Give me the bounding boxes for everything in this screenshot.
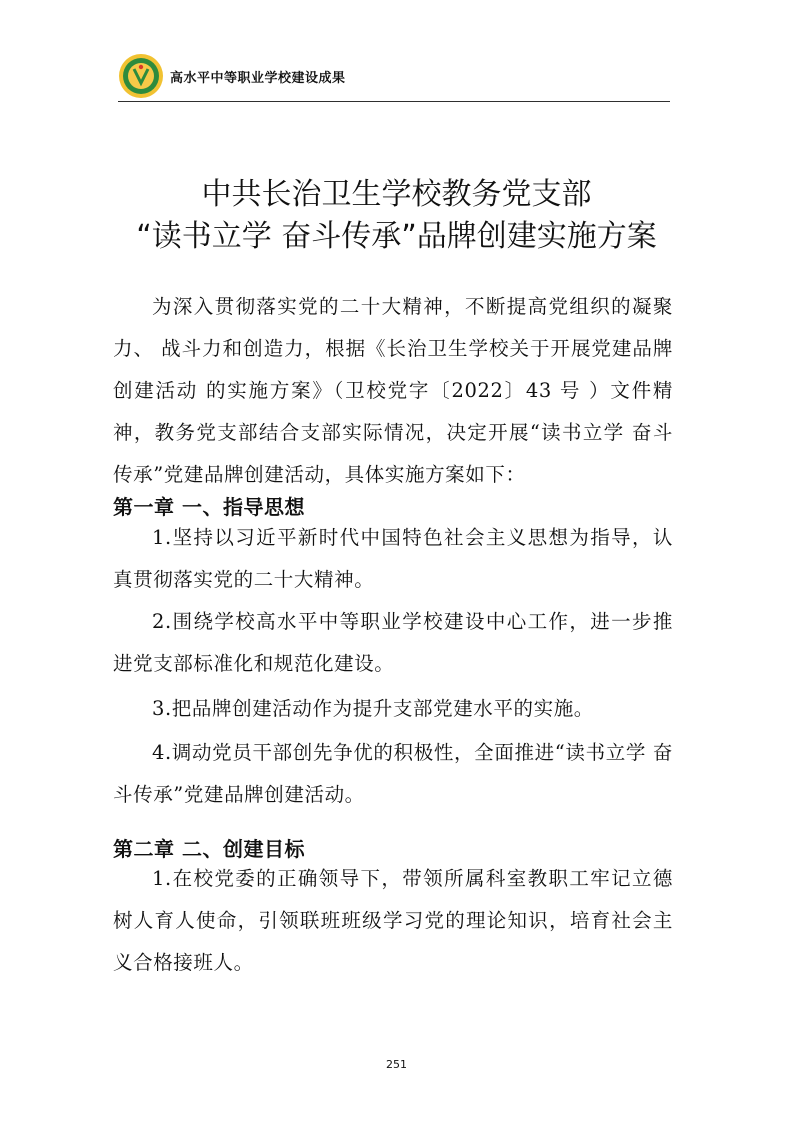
chapter-2-item-1: 1.在校党委的正确领导下，带领所属科室教职工牢记立德树人育人使命，引领联班班级学习党的理论知识，培育社会主义合格接班人。 — [113, 867, 673, 974]
intro-paragraph: 为深入贯彻落实党的二十大精神，不断提高党组织的凝聚力、 战斗力和创造力，根据《长治卫生学校关于开展党建品牌创建活动 的实施方案》（卫校党字〔2022〕43 号 ）文件精神，教务党支部结合支部实际情况，决定开展“读书立学 奋斗传承”党建品牌创建活动，具体实施方案如下： — [113, 295, 673, 486]
document-title-line-1: 中共长治卫生学校教务党支部 — [201, 177, 592, 212]
chapter-1-item-4: 4.调动党员干部创先争优的积极性，全面推进“读书立学 奋斗传承”党建品牌创建活动。 — [113, 741, 673, 806]
chapter-1-item-2: 2.围绕学校高水平中等职业学校建设中心工作，进一步推进党支部标准化和规范化建设。 — [113, 610, 673, 675]
document-title-line-2: “读书立学 奋斗传承”品牌创建实施方案 — [136, 219, 657, 254]
chapter-1-heading: 第一章 一、指导思想 — [113, 495, 305, 519]
header-divider — [118, 101, 670, 102]
school-logo-icon — [118, 53, 164, 99]
chapter-2-heading: 第二章 二、创建目标 — [113, 837, 305, 861]
page-number: 251 — [386, 1058, 407, 1071]
chapter-1-item-1: 1.坚持以习近平新时代中国特色社会主义思想为指导，认真贯彻落实党的二十大精神。 — [113, 526, 673, 591]
header-title: 高水平中等职业学校建设成果 — [170, 70, 346, 86]
page-header — [118, 52, 346, 100]
chapter-1-item-3: 3.把品牌创建活动作为提升支部党建水平的实施。 — [152, 697, 594, 720]
